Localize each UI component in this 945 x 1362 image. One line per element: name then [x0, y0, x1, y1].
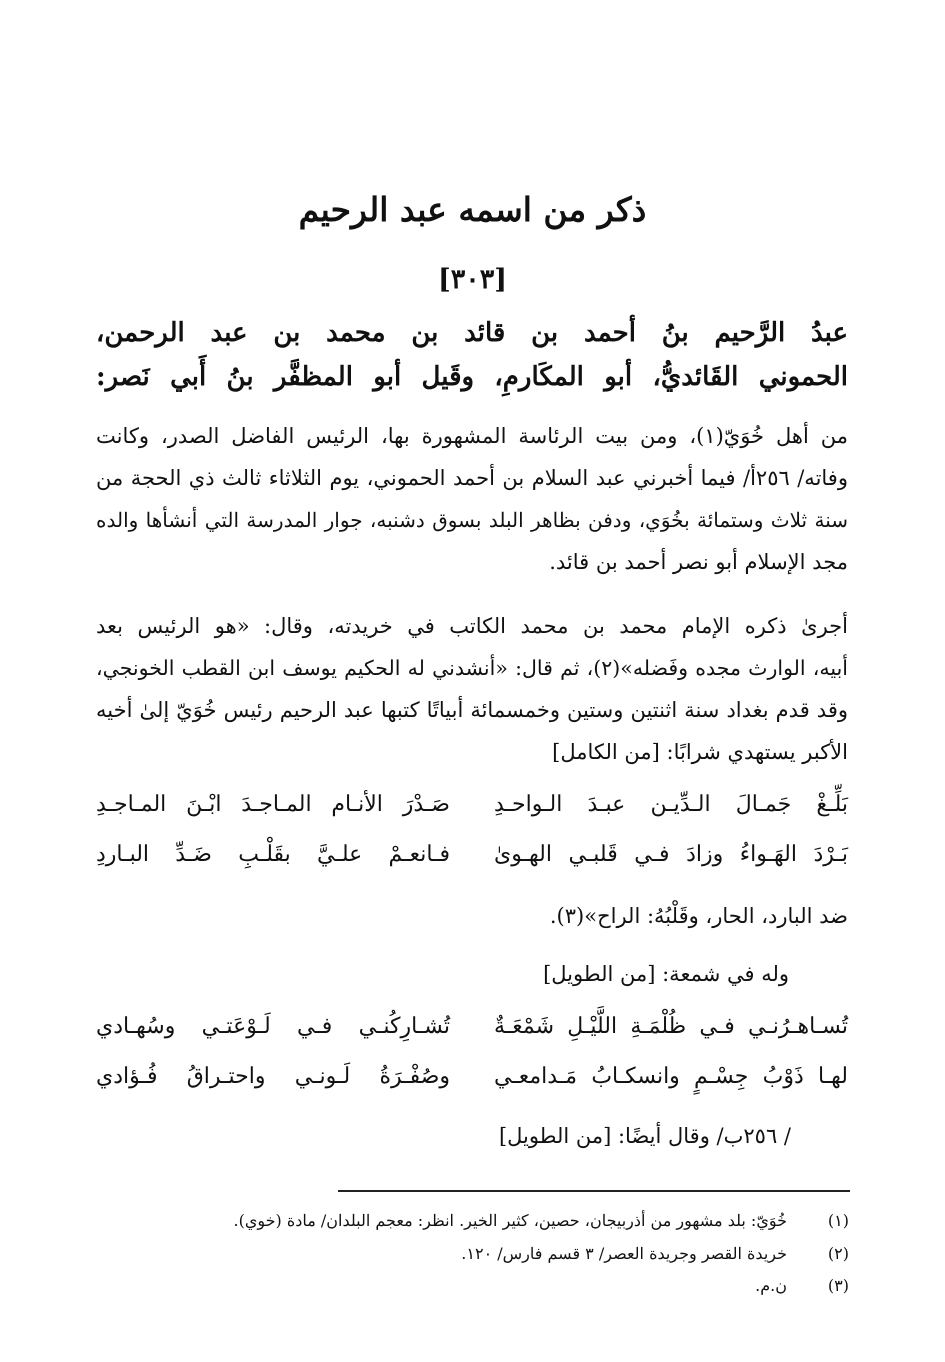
footnote-number: (١)	[827, 1211, 849, 1230]
footnote-separator	[338, 1190, 850, 1192]
verse-first-hemistich: بَـرْدَ الهَـواءُ وزادَ فـي قَلبـي الهـوىٰ	[494, 842, 848, 867]
verse-first-hemistich: تُسـاهـرُنـي فـي ظُلْمَـةِ اللَّيْـلِ شَمْعَـةٌ	[494, 1014, 848, 1039]
paragraph-line: من أهل خُوَيّ(١)، ومن بيت الرئاسة المشهورة بها، الرئيس الفاضل الصدر، وكانت	[96, 424, 848, 448]
entry-heading-line: الحموني القَائديُّ، أبو المكَارمِ، وقَيل أبو المظفَّر بنُ أَبي نَصر:	[96, 362, 848, 392]
footnote	[0, 1211, 945, 1237]
section-title: ذكر من اسمه عبد الرحيم	[298, 190, 647, 229]
paragraph-line: سنة ثلاث وستمائة بخُوَي، ودفن بظاهر البلد بسوق دشنبه، جوار المدرسة التي أنشأها والده	[96, 508, 848, 532]
poem-intro: وله في شمعة: [من الطويل]	[543, 962, 789, 986]
paragraph-line: ضد البارد، الحار، وقَلْبُهُ: الراح»(٣).	[549, 904, 848, 928]
paragraph-line: الأكبر يستهدي شرابًا: [من الكامل]	[552, 740, 848, 764]
verse-first-hemistich: بَلِّـغْ جَمـالَ الـدِّيـن عبـدَ الـواحـدِ	[494, 792, 848, 817]
verse-first-hemistich: لهـا ذَوْبُ جِسْـمٍ وانسكـابُ مَـدامعـي	[494, 1064, 848, 1089]
footnote	[0, 1276, 945, 1302]
paragraph-line: أبيه، الوارث مجده وفَضله»(٢)، ثم قال: «أنشدني له الحكيم يوسف ابن القطب الخونجي،	[96, 656, 848, 680]
footnote-text: ن.م.	[755, 1276, 787, 1295]
footnote	[0, 1244, 945, 1270]
paragraph-line: / ٢٥٦ب/ وقال أيضًا: [من الطويل]	[498, 1124, 791, 1148]
verse-second-hemistich: تُشـارِكُنـي فـي لَـوْعَتـي وسُهـادي	[96, 1014, 450, 1039]
footnote-text: خريدة القصر وجريدة العصر/ ٣ قسم فارس/ ١٢٠.	[461, 1244, 787, 1263]
footnote-text: خُوَيّ: بلد مشهور من أذربيجان، حصين، كثير الخير. انظر: معجم البلدان/ مادة (خوي).	[233, 1211, 787, 1230]
paragraph-line: وفاته/ ٢٥٦أ/ فيما أخبرني عبد السلام بن أحمد الحموني، يوم الثلاثاء ثالث ذي الحجة من	[96, 466, 848, 490]
paragraph-line: وقد قدم بغداد سنة اثنتين وستين وخمسمائة أبياتًا كتبها عبد الرحيم رئيس خُوَيّ إلىٰ أخيه	[96, 698, 848, 722]
footnote-number: (٣)	[827, 1276, 849, 1295]
paragraph-line: مجد الإسلام أبو نصر أحمد بن قائد.	[549, 550, 848, 574]
verse-second-hemistich: فـانعـمْ علـيَّ بقَلْـبِ ضَـدِّ البـاردِ	[96, 842, 450, 867]
footnote-number: (٢)	[827, 1244, 849, 1263]
paragraph-line: أجرىٰ ذكره الإمام محمد بن محمد الكاتب في خريدته، وقال: «هو الرئيس بعد	[96, 614, 848, 638]
entry-number: [٣٠٣]	[437, 264, 508, 295]
verse-second-hemistich: صَـدْرَ الأنـام المـاجـدَ ابْـنَ المـاجـدِ	[96, 792, 450, 817]
verse-second-hemistich: وصُفْـرَةُ لَـونـي واحتـراقُ فُـؤادي	[96, 1064, 450, 1089]
entry-heading-line: عبدُ الرَّحيم بنُ أحمد بن قائد بن محمد بن عبد الرحمن،	[96, 318, 848, 348]
